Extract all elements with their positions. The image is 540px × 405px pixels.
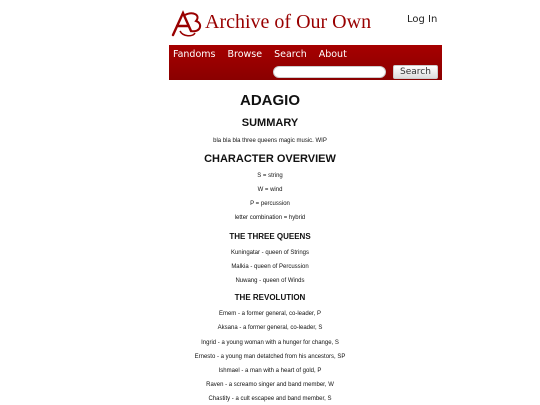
revolution-line: Ernesto - a young man detatched from his ancestors, SP	[194, 354, 346, 360]
legend-line: W = wind	[257, 187, 283, 193]
revolution-line: Ingrid - a young woman with a hunger for change, S	[201, 340, 339, 346]
revolution-line: Aksana - a former general, co-leader, S	[217, 325, 323, 331]
site-logo-text[interactable]: Archive of Our Own	[205, 11, 372, 33]
nav-browse[interactable]: Browse	[227, 49, 263, 60]
summary-heading: SUMMARY	[241, 117, 299, 129]
character-overview-heading: CHARACTER OVERVIEW	[204, 153, 336, 165]
legend-line: P = percussion	[250, 201, 290, 207]
site-header	[169, 0, 442, 45]
summary-text: bla bla bla three queens magic music. WIP	[213, 138, 327, 144]
login-link[interactable]: Log In	[407, 14, 438, 25]
nav-about[interactable]: About	[318, 49, 347, 60]
revolution-line: Emem - a former general, co-leader, P	[218, 311, 322, 317]
ao3-logo-icon[interactable]	[171, 9, 205, 39]
nav-links	[173, 49, 359, 60]
queen-line: Malkia - queen of Percussion	[231, 264, 309, 270]
revolution-line: Raven - a screamo singer and band member, W	[206, 382, 334, 388]
legend-line: letter combination = hybrid	[234, 215, 306, 221]
revolution-line: Chastity - a cult escapee and band member, S	[208, 396, 332, 402]
nav-search[interactable]: Search	[274, 49, 307, 60]
revolution-line: Ishmael - a man with a heart of gold, P	[218, 368, 322, 374]
nav-fandoms[interactable]: Fandoms	[173, 49, 216, 60]
legend-line: S = string	[257, 173, 283, 179]
search-button[interactable]: Search	[393, 65, 438, 79]
revolution-heading: THE REVOLUTION	[234, 293, 306, 302]
work-title: ADAGIO	[240, 92, 300, 109]
primary-nav	[169, 45, 442, 80]
queens-heading: THE THREE QUEENS	[229, 232, 311, 241]
queen-line: Kuningatar - queen of Strings	[230, 250, 310, 256]
search-input[interactable]	[273, 66, 386, 78]
queen-line: Nuwang - queen of Winds	[235, 278, 305, 284]
